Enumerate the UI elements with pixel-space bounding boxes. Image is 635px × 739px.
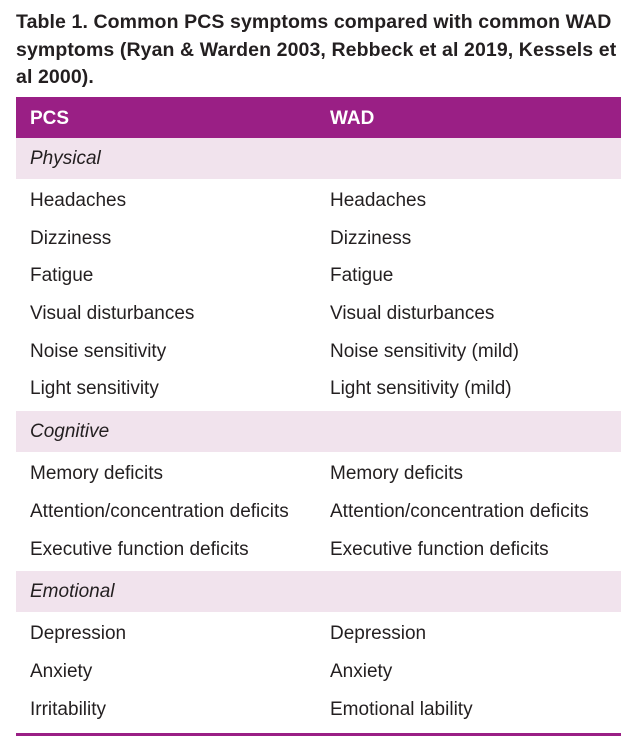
wad-cell: Memory deficits [330, 463, 464, 485]
table-row [16, 370, 621, 408]
pcs-cell: Anxiety [30, 660, 93, 682]
wad-cell: Noise sensitivity (mild) [330, 340, 519, 362]
table-row [16, 691, 621, 729]
pcs-cell: Light sensitivity [30, 378, 159, 400]
pcs-cell: Memory deficits [30, 463, 164, 485]
table-row [16, 615, 621, 653]
table-row [16, 182, 621, 220]
section-cognitive [16, 411, 621, 452]
wad-cell: Attention/concentration deficits [330, 500, 589, 522]
table-header-row [16, 97, 621, 138]
pcs-cell: Dizziness [30, 227, 112, 249]
table-row [16, 220, 621, 258]
pcs-cell: Irritability [30, 698, 107, 720]
pcs-cell: Depression [30, 623, 127, 645]
section-title: Physical [30, 148, 101, 169]
table-row [16, 493, 621, 531]
table-row [16, 531, 621, 569]
symptoms-table [16, 97, 621, 736]
pcs-cell: Attention/concentration deficits [30, 500, 289, 522]
pcs-cell: Noise sensitivity [30, 340, 167, 362]
table-row [16, 455, 621, 493]
wad-cell: Anxiety [330, 660, 393, 682]
wad-cell: Executive function deficits [330, 538, 549, 560]
table-bottom-rule [16, 733, 621, 736]
table-row [16, 295, 621, 333]
pcs-cell: Headaches [30, 190, 127, 211]
table-caption: Table 1. Common PCS symptoms compared with common WAD symptoms (Ryan & Warden 2003, Rebbeck et al 2019, Kessels et al 2000). [16, 11, 617, 88]
header-pcs: PCS [30, 108, 70, 129]
wad-cell: Headaches [330, 190, 427, 211]
pcs-cell: Visual disturbances [30, 303, 195, 325]
wad-cell: Dizziness [330, 227, 412, 249]
wad-cell: Fatigue [330, 265, 394, 287]
wad-cell: Light sensitivity (mild) [330, 378, 512, 400]
pcs-cell: Executive function deficits [30, 538, 249, 560]
wad-cell: Depression [330, 623, 427, 645]
section-emotional [16, 571, 621, 612]
section-cognitive-rows [16, 452, 621, 571]
section-title: Emotional [30, 581, 115, 603]
section-physical [16, 138, 621, 179]
section-emotional-rows [16, 612, 621, 731]
wad-cell: Visual disturbances [330, 303, 495, 325]
table-row [16, 257, 621, 295]
header-wad: WAD [330, 108, 375, 129]
section-title: Cognitive [30, 421, 110, 443]
table-row [16, 333, 621, 371]
table-row [16, 653, 621, 691]
section-physical-rows [16, 179, 621, 411]
pcs-cell: Fatigue [30, 265, 94, 287]
wad-cell: Emotional lability [330, 698, 473, 720]
